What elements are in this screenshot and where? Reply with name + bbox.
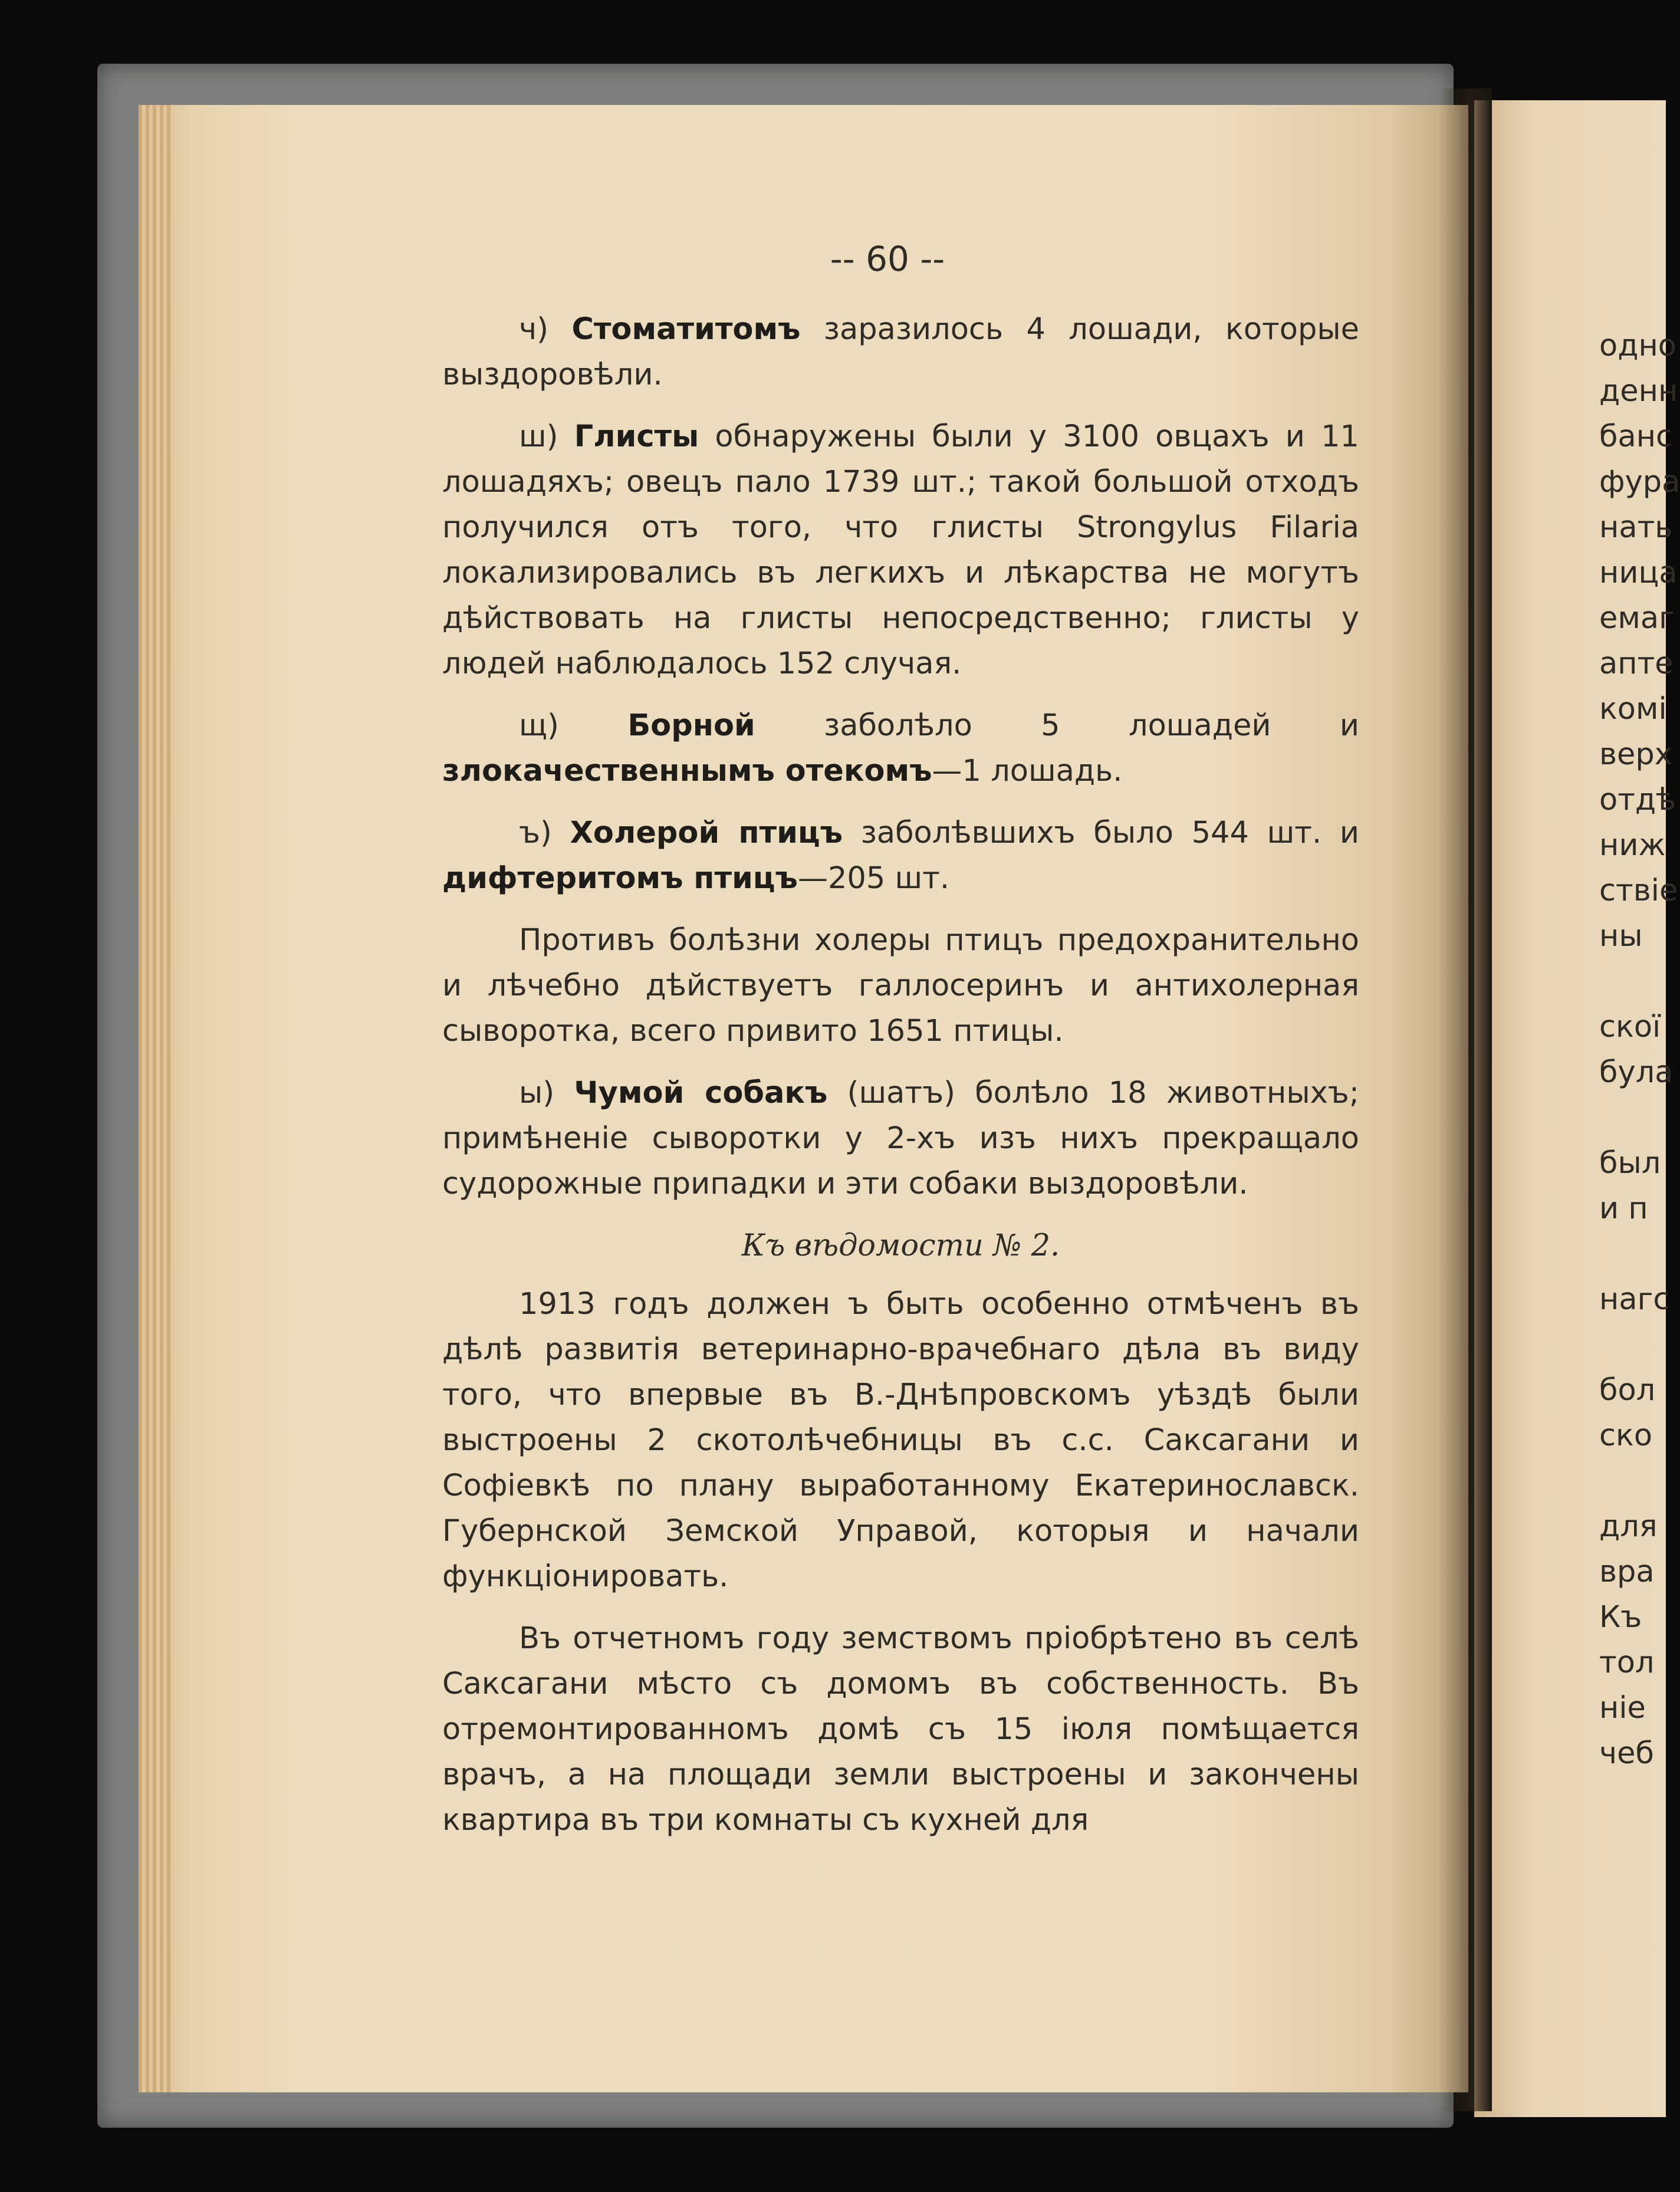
paragraph-fowl-cholera: ъ) Холерой птицъ заболѣвшихъ было 544 шт. и дифтеритомъ птицъ—205 шт.: [442, 816, 1359, 896]
right-page-line: скої: [1599, 1010, 1661, 1044]
right-page-line: ствіе: [1599, 873, 1678, 908]
right-page-line: [1599, 1095, 1670, 1141]
right-page-line: апте: [1599, 646, 1674, 681]
right-page-line: банс: [1599, 419, 1673, 454]
right-page-line: була: [1599, 1055, 1674, 1090]
right-page-line: [1599, 959, 1670, 1004]
right-page-line: вра: [1599, 1555, 1655, 1589]
page-number: -- 60 --: [830, 239, 945, 279]
right-page-line: ниж: [1599, 828, 1666, 863]
left-page-text: [442, 307, 1359, 1859]
section-heading: Къ вѣдомости № 2.: [741, 1228, 1060, 1263]
right-page-line: и п: [1599, 1191, 1648, 1226]
right-page-line: [1599, 1322, 1670, 1368]
page-edge: [139, 105, 174, 2092]
right-page-line: Къ: [1599, 1600, 1642, 1635]
right-page-line: [1599, 1231, 1670, 1277]
right-page-line: ніе: [1599, 1691, 1646, 1726]
right-page-line: верх: [1599, 737, 1672, 772]
right-page-line: нагс: [1599, 1282, 1670, 1317]
paragraph-1913: 1913 годъ должен ъ быть особенно отмѣченъ въ дѣлѣ развитія ветеринарно-врачебнаго дѣла въ виду того, что впервые въ В.-Днѣпровскомъ уѣздѣ были выстроены 2 скотолѣчебницы въ с.с. Саксагани и Софіевкѣ по плану выработанному Екатеринославск. Губернской Земской Управой, которыя и начали функціонировать.: [442, 1287, 1359, 1594]
paragraph-distemper: ы) Чумой собакъ (шатъ) болѣло 18 животныхъ; примѣненіе сыворотки у 2-хъ изъ нихъ прекращало судорожные припадки и эти собаки выздоровѣли.: [442, 1076, 1359, 1201]
right-page-line: денн: [1599, 374, 1678, 409]
right-page-line: чеб: [1599, 1736, 1654, 1771]
right-page-line: нать: [1599, 510, 1673, 545]
paragraph-saksagan: Въ отчетномъ году земствомъ пріобрѣтено въ селѣ Саксагани мѣсто съ домомъ въ собственность. Въ отремонтированномъ домѣ съ 15 іюля помѣщается врачъ, а на площади земли выстроены и закончены квартира въ три комнаты съ кухней для: [442, 1621, 1359, 1838]
right-page-line: ны: [1599, 919, 1643, 954]
right-page-line: бол: [1599, 1373, 1656, 1408]
paragraph-stomatitis: ч) Стоматитомъ заразилось 4 лошади, которые выздоровѣли.: [442, 312, 1359, 392]
paragraph-worms: ш) Глисты обнаружены были у 3100 овцахъ и 11 лошадяхъ; овецъ пало 1739 шт.; такой большой отходъ получился отъ того, что глисты Strongylus Filaria локализировались въ легкихъ и лѣкарства не могутъ дѣйствовать на глисты непосредственно; глисты у людей наблюдалось 152 случая.: [442, 419, 1359, 681]
paragraph-cholera-treatment: Противъ болѣзни холеры птицъ предохранительно и лѣчебно дѣйствуетъ галлосеринъ и антихолерная сыворотка, всего привито 1651 птицы.: [442, 923, 1359, 1049]
right-page-line: ско: [1599, 1418, 1653, 1453]
right-page-line: фура: [1599, 465, 1680, 499]
right-page-line: [1599, 1458, 1670, 1504]
right-page-line: ница: [1599, 556, 1678, 590]
book-gutter: [1439, 88, 1492, 2111]
right-page-line: для: [1599, 1509, 1658, 1544]
right-page-line: отдѣ: [1599, 783, 1676, 817]
right-page-line: комі: [1599, 692, 1667, 727]
right-page-line: емаг: [1599, 601, 1675, 636]
right-page-text: [1599, 323, 1680, 1776]
right-page-line: был: [1599, 1146, 1661, 1181]
paragraph-glanders: щ) Борной заболѣло 5 лошадей и злокачественнымъ отекомъ—1 лошадь.: [442, 708, 1359, 788]
right-page-line: одно: [1599, 328, 1677, 363]
right-page-line: тол: [1599, 1645, 1655, 1680]
